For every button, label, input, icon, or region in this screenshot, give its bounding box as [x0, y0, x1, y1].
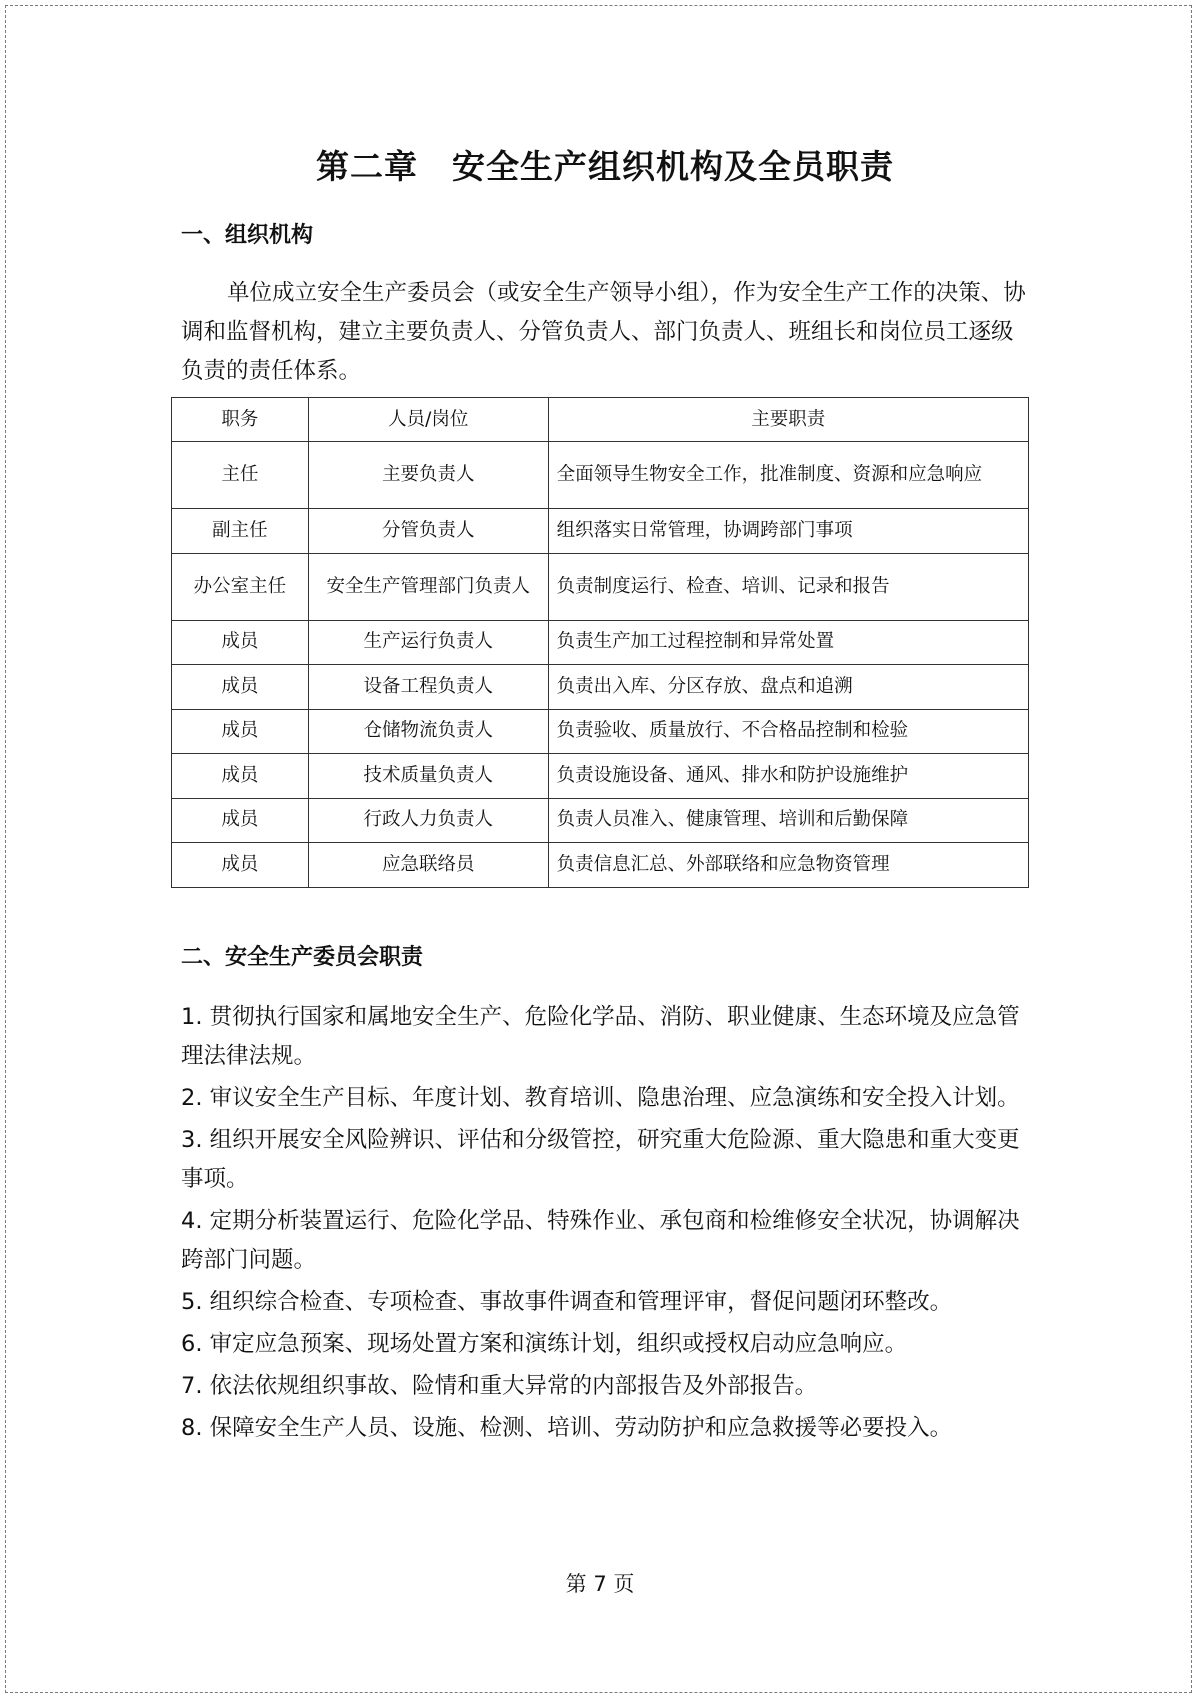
list-item: 5. 组织综合检查、专项检查、事故事件调查和管理评审，督促问题闭环整改。 [181, 1289, 953, 1315]
cell-position: 副主任 [172, 509, 309, 554]
cell-position: 办公室主任 [172, 553, 309, 620]
organization-table [171, 397, 1029, 888]
table-row [172, 620, 1029, 665]
section-heading-organization: 一、组织机构 [181, 223, 314, 248]
cell-duties: 负责信息汇总、外部联络和应急物资管理 [548, 843, 1028, 888]
table-row [172, 798, 1029, 843]
cell-duties: 负责出入库、分区存放、盘点和追溯 [548, 665, 1028, 710]
column-header-duties: 主要职责 [548, 398, 1028, 442]
cell-position: 成员 [172, 709, 309, 754]
cell-personnel: 行政人力负责人 [308, 798, 548, 843]
list-item: 2. 审议安全生产目标、年度计划、教育培训、隐患治理、应急演练和安全投入计划。 [181, 1085, 1020, 1111]
cell-personnel: 分管负责人 [308, 509, 548, 554]
column-header-position: 职务 [172, 398, 309, 442]
cell-personnel: 应急联络员 [308, 843, 548, 888]
list-item: 1. 贯彻执行国家和属地安全生产、危险化学品、消防、职业健康、生态环境及应急管理法律法规。 [181, 1004, 1020, 1069]
list-item: 4. 定期分析装置运行、危险化学品、特殊作业、承包商和检维修安全状况，协调解决跨部门问题。 [181, 1208, 1020, 1273]
table-row [172, 665, 1029, 710]
table-row [172, 843, 1029, 888]
page-content [181, 142, 1029, 1441]
list-item: 8. 保障安全生产人员、设施、检测、培训、劳动防护和应急救援等必要投入。 [181, 1415, 953, 1441]
cell-position: 成员 [172, 843, 309, 888]
cell-personnel: 设备工程负责人 [308, 665, 548, 710]
list-item: 7. 依法依规组织事故、险情和重大异常的内部报告及外部报告。 [181, 1373, 818, 1399]
committee-duties-list [181, 998, 1029, 1451]
cell-personnel: 技术质量负责人 [308, 754, 548, 799]
table-header-row [172, 398, 1029, 442]
cell-duties: 负责验收、质量放行、不合格品控制和检验 [548, 709, 1028, 754]
chapter-title-text: 安全生产组织机构及全员职责 [452, 147, 894, 186]
cell-position: 成员 [172, 754, 309, 799]
cell-position: 成员 [172, 665, 309, 710]
cell-position: 成员 [172, 798, 309, 843]
intro-paragraph: 单位成立安全生产委员会（或安全生产领导小组），作为安全生产工作的决策、协调和监督机构，建立主要负责人、分管负责人、部门负责人、班组长和岗位员工逐级负责的责任体系。 [181, 280, 1026, 384]
cell-personnel: 安全生产管理部门负责人 [308, 553, 548, 620]
table-row [172, 754, 1029, 799]
list-item: 6. 审定应急预案、现场处置方案和演练计划，组织或授权启动应急响应。 [181, 1331, 908, 1357]
list-item: 3. 组织开展安全风险辨识、评估和分级管控，研究重大危险源、重大隐患和重大变更事项。 [181, 1127, 1020, 1192]
table-row [172, 709, 1029, 754]
cell-personnel: 生产运行负责人 [308, 620, 548, 665]
section-heading-committee-duties: 二、安全生产委员会职责 [181, 945, 424, 970]
cell-duties: 负责设施设备、通风、排水和防护设施维护 [548, 754, 1028, 799]
cell-position: 成员 [172, 620, 309, 665]
table-row [172, 509, 1029, 554]
column-header-personnel: 人员/岗位 [308, 398, 548, 442]
cell-duties: 组织落实日常管理，协调跨部门事项 [548, 509, 1028, 554]
cell-personnel: 主要负责人 [308, 442, 548, 509]
cell-duties: 全面领导生物安全工作，批准制度、资源和应急响应 [548, 442, 1028, 509]
chapter-number: 第二章 [316, 147, 418, 186]
page-number: 第 7 页 [565, 1572, 635, 1596]
cell-duties: 负责生产加工过程控制和异常处置 [548, 620, 1028, 665]
cell-position: 主任 [172, 442, 309, 509]
cell-duties: 负责人员准入、健康管理、培训和后勤保障 [548, 798, 1028, 843]
cell-duties: 负责制度运行、检查、培训、记录和报告 [548, 553, 1028, 620]
table-row [172, 442, 1029, 509]
chapter-title [181, 142, 1029, 192]
cell-personnel: 仓储物流负责人 [308, 709, 548, 754]
table-row [172, 553, 1029, 620]
